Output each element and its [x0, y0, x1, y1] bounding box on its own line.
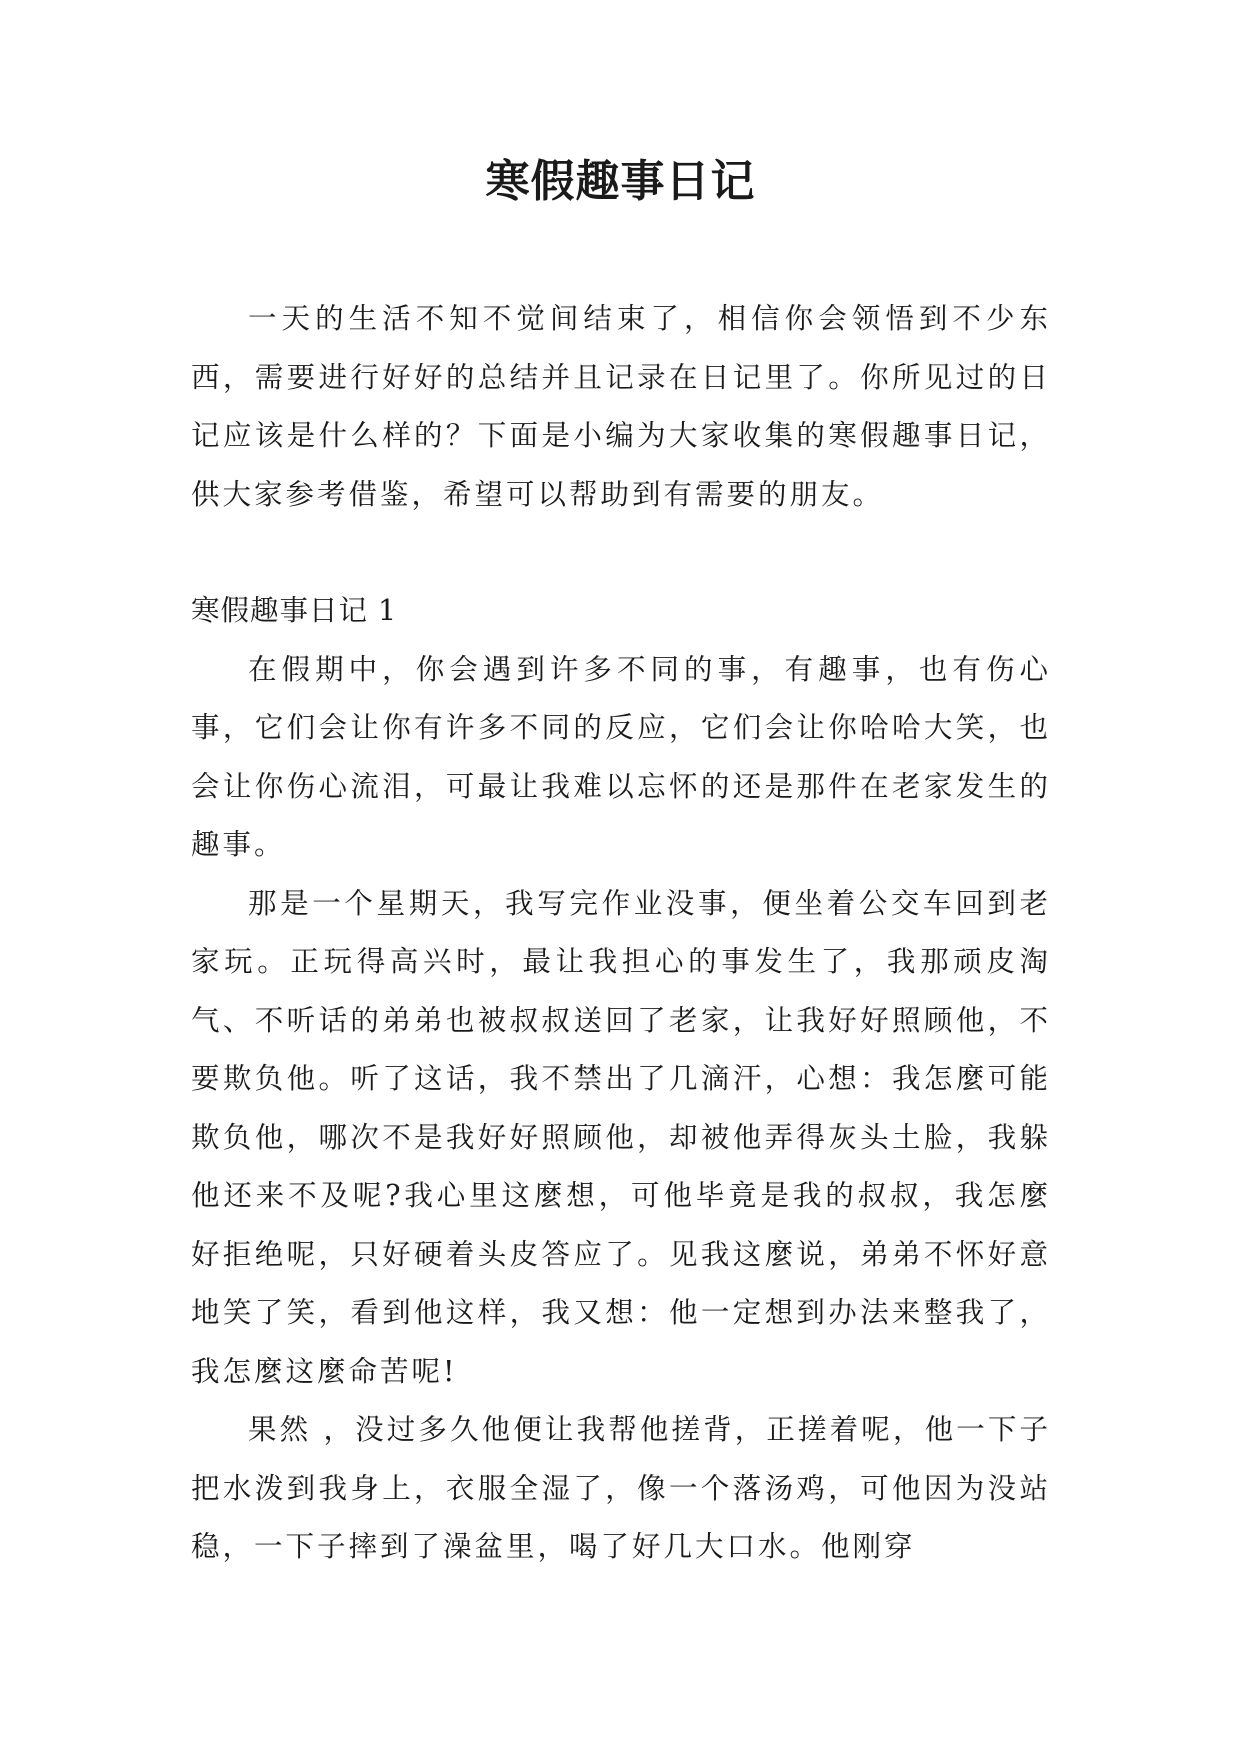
document-body	[191, 290, 1051, 1577]
body-paragraph: 在假期中，你会遇到许多不同的事，有趣事，也有伤心事，它们会让你有许多不同的反应，它们会让你哈哈大笑，也会让你伤心流泪，可最让我难以忘怀的还是那件在老家发生的趣事。	[191, 652, 1051, 861]
document-title: 寒假趣事日记	[485, 156, 756, 207]
section-spacer	[191, 524, 1051, 582]
body-paragraph: 那是一个星期天，我写完作业没事，便坐着公交车回到老家玩。正玩得高兴时，最让我担心的事发生了，我那顽皮淘气、不听话的弟弟也被叔叔送回了老家，让我好好照顾他，不要欺负他。听了这话，我不禁出了几滴汗，心想：我怎麼可能欺负他，哪次不是我好好照顾他，却被他弄得灰头土脸，我躲他还来不及呢?我心里这麼想，可他毕竟是我的叔叔，我怎麼好拒绝呢，只好硬着头皮答应了。见我这麼说，弟弟不怀好意地笑了笑，看到他这样，我又想：他一定想到办法来整我了，我怎麼这麼命苦呢!	[191, 886, 1051, 1388]
body-paragraph: 果然 ，没过多久他便让我帮他搓背，正搓着呢，他一下子把水泼到我身上，衣服全湿了，像一个落汤鸡，可他因为没站稳，一下子摔到了澡盆里，喝了好几大口水。他刚穿	[191, 1413, 1051, 1563]
section-heading: 寒假趣事日记 1	[191, 594, 398, 627]
intro-paragraph: 一天的生活不知不觉间结束了，相信你会领悟到不少东西，需要进行好好的总结并且记录在日记里了。你所见过的日记应该是什么样的？下面是小编为大家收集的寒假趣事日记，供大家参考借鉴，希望可以帮助到有需要的朋友。	[191, 302, 1051, 511]
